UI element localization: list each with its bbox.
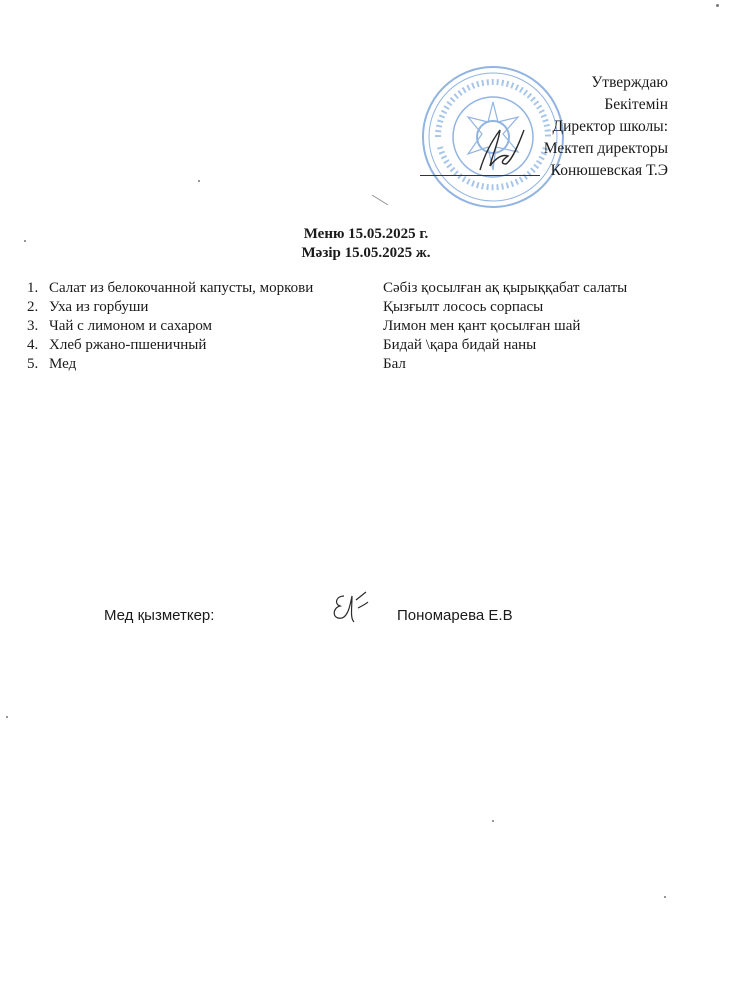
medical-worker-signature bbox=[326, 588, 372, 628]
scan-speck bbox=[6, 716, 8, 718]
menu-item-number: 4. bbox=[27, 337, 39, 353]
menu-item-number: 1. bbox=[27, 280, 39, 296]
approval-line-director-ru: Директор школы: bbox=[552, 118, 668, 135]
approval-line-approve-ru: Утверждаю bbox=[591, 74, 668, 91]
approval-line-director-kz: Мектеп директоры bbox=[543, 140, 668, 157]
scan-speck bbox=[716, 4, 719, 7]
scan-speck bbox=[492, 820, 494, 822]
menu-item-number: 2. bbox=[27, 299, 39, 315]
menu-item-kz: Қызғылт лосось сорпасы bbox=[383, 299, 544, 315]
menu-item-kz: Сәбіз қосылған ақ қырыққабат салаты bbox=[383, 280, 628, 296]
menu-item-kz: Бал bbox=[383, 356, 406, 372]
signature-line bbox=[420, 175, 540, 176]
menu-item-text: Хлеб ржано-пшеничный bbox=[49, 337, 207, 353]
director-name: Конюшевская Т.Э bbox=[550, 162, 668, 179]
scan-mark bbox=[370, 193, 390, 207]
menu-item-kz: Бидай \қара бидай наны bbox=[383, 337, 537, 353]
menu-item-number: 3. bbox=[27, 318, 39, 334]
scan-speck bbox=[24, 240, 26, 242]
menu-item-ru bbox=[27, 317, 313, 336]
menu-item-ru bbox=[27, 298, 313, 317]
medical-worker-name: Пономарева Е.В bbox=[397, 607, 513, 624]
menu-list-kz bbox=[383, 279, 627, 374]
menu-title-kz: Мәзір 15.05.2025 ж. bbox=[301, 245, 431, 261]
scan-speck bbox=[198, 180, 200, 182]
menu-item-text: Салат из белокочанной капусты, моркови bbox=[49, 280, 314, 296]
menu-item-kz: Лимон мен қант қосылған шай bbox=[383, 318, 581, 334]
menu-item-ru bbox=[27, 355, 313, 374]
menu-title-ru: Меню 15.05.2025 г. bbox=[303, 226, 429, 242]
approval-block bbox=[544, 72, 668, 182]
menu-item-ru bbox=[27, 336, 313, 355]
approval-line-approve-kz: Бекітемін bbox=[604, 96, 668, 113]
director-signature bbox=[472, 120, 532, 176]
menu-item-ru bbox=[27, 279, 313, 298]
menu-item-text: Мед bbox=[49, 356, 77, 372]
medical-worker-label: Мед қызметкер: bbox=[104, 607, 215, 624]
menu-item-text: Чай с лимоном и сахаром bbox=[49, 318, 213, 334]
menu-item-text: Уха из горбуши bbox=[49, 299, 149, 315]
menu-item-number: 5. bbox=[27, 356, 39, 372]
menu-list-ru bbox=[27, 279, 313, 374]
scan-speck bbox=[664, 896, 666, 898]
